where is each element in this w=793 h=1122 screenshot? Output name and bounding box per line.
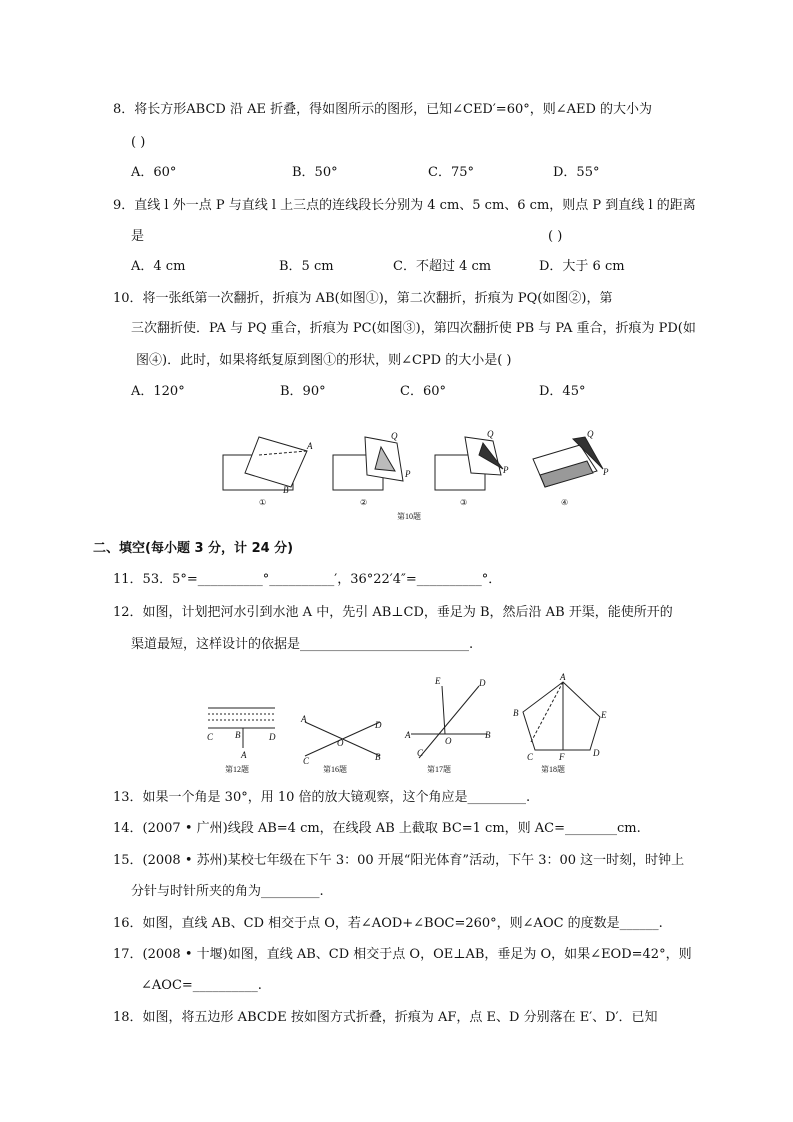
q14-text: 14．(2007 • 广州)线段 AB=4 cm，在线段 AB 上截取 BC=1 cm，则 AC=________cm. (113, 821, 641, 836)
svg-text:O: O (337, 738, 344, 748)
fig12-caption: 第12题 (225, 765, 249, 774)
svg-text:C: C (303, 756, 310, 766)
fig10-label-3: ③ (460, 498, 468, 507)
svg-text:O: O (445, 736, 452, 746)
q10-option-a: A．120° (131, 384, 185, 399)
q8-answer-paren: ( ) (131, 135, 146, 150)
svg-text:A: A (241, 750, 247, 760)
q16-text: 16．如图，直线 AB、CD 相交于点 O，若∠AOD+∠BOC=260°，则∠AOC 的度数是______. (113, 916, 663, 931)
svg-text:E: E (435, 676, 441, 686)
fig17-caption: 第17题 (427, 765, 451, 774)
q10-stem-line3: 图④)．此时，如果将纸复原到图①的形状，则∠CPD 的大小是( ) (136, 353, 512, 368)
fig18-caption: 第18题 (541, 765, 565, 774)
svg-text:Q: Q (587, 429, 594, 439)
q8-option-b: B．50° (292, 165, 338, 180)
svg-text:D: D (593, 748, 600, 758)
svg-text:B: B (235, 730, 241, 740)
fig10-label-1: ① (259, 498, 267, 507)
q15-line2: 分针与时针所夹的角为_________. (131, 884, 324, 899)
svg-text:A: A (307, 441, 313, 451)
svg-text:A: A (560, 672, 566, 682)
q9-stem-line1: 9．直线 l 外一点 P 与直线 l 上三点的连线段长分别为 4 cm、5 cm、6 cm，则点 P 到直线 l 的距离 (113, 198, 696, 213)
q9-option-c: C．不超过 4 cm (393, 259, 492, 274)
svg-text:D: D (375, 720, 382, 730)
svg-text:E: E (601, 710, 607, 720)
q10-option-c: C．60° (400, 384, 446, 399)
section2-title: 二、填空(每小题 3 分，计 24 分) (93, 541, 294, 556)
svg-text:D: D (269, 732, 276, 742)
q10-stem-line2: 三次翻折使．PA 与 PQ 重合，折痕为 PC(如图③)，第四次翻折使 PB 与 PA 重合，折痕为 PD(如 (131, 321, 696, 336)
svg-text:A: A (301, 714, 307, 724)
svg-text:P: P (503, 465, 509, 475)
fig10-label-4: ④ (561, 498, 569, 507)
q10-folding-figure (215, 425, 620, 525)
q8-stem-line1: 8．将长方形ABCD 沿 AE 折叠，得如图所示的图形，已知∠CED′=60°，则∠AED 的大小为 (113, 102, 653, 117)
q10-stem-line1: 10．将一张纸第一次翻折，折痕为 AB(如图①)，第二次翻折，折痕为 PQ(如图②)，第 (113, 291, 613, 306)
q17-line1: 17．(2008 • 十堰)如图，直线 AB、CD 相交于点 O，OE⊥AB，垂足为 O，如果∠EOD=42°，则 (113, 947, 692, 962)
svg-text:P: P (405, 469, 411, 479)
svg-text:A: A (405, 730, 411, 740)
q12-line1: 12．如图，计划把河水引到水池 A 中，先引 AB⊥CD，垂足为 B，然后沿 AB 开渠，能使所开的 (113, 605, 673, 620)
svg-text:P: P (603, 467, 609, 477)
q10-option-d: D．45° (539, 384, 586, 399)
q12-line2: 渠道最短，这样设计的依据是__________________________. (131, 637, 474, 652)
q15-line1: 15．(2008 • 苏州)某校七年级在下午 3：00 开展“阳光体育”活动，下午 3：00 这一时刻，时钟上 (113, 853, 685, 868)
q11-text: 11．53．5°=__________°__________′，36°22′4″=__________°． (113, 572, 502, 587)
fig16-caption: 第16题 (323, 765, 347, 774)
svg-text:F: F (559, 752, 565, 762)
svg-text:B: B (513, 708, 519, 718)
q8-option-d: D．55° (553, 165, 600, 180)
svg-text:Q: Q (391, 431, 398, 441)
svg-text:C: C (417, 748, 424, 758)
q8-option-a: A．60° (131, 165, 177, 180)
q9-stem-line2: 是 (131, 229, 145, 244)
svg-text:D: D (479, 678, 486, 688)
fig10-label-2: ② (360, 498, 368, 507)
q9-option-b: B．5 cm (279, 259, 334, 274)
svg-text:C: C (207, 732, 214, 742)
svg-text:Q: Q (487, 429, 494, 439)
q8-option-c: C．75° (428, 165, 474, 180)
q9-option-d: D．大于 6 cm (539, 259, 625, 274)
q17-line2: ∠AOC=__________. (141, 978, 262, 993)
q10-option-b: B．90° (280, 384, 326, 399)
svg-text:B: B (485, 730, 491, 740)
svg-text:C: C (527, 752, 534, 762)
fig10-caption: 第10题 (397, 512, 421, 521)
q9-answer-paren: ( ) (548, 229, 563, 244)
svg-text:B: B (283, 485, 289, 495)
q18-line1: 18．如图，将五边形 ABCDE 按如图方式折叠，折痕为 AF，点 E、D 分别落在 E′、D′．已知 (113, 1010, 658, 1025)
figures-row (205, 672, 625, 777)
q9-option-a: A．4 cm (131, 259, 186, 274)
q13-text: 13．如果一个角是 30°，用 10 倍的放大镜观察，这个角应是_________. (113, 790, 531, 805)
svg-text:B: B (375, 752, 381, 762)
